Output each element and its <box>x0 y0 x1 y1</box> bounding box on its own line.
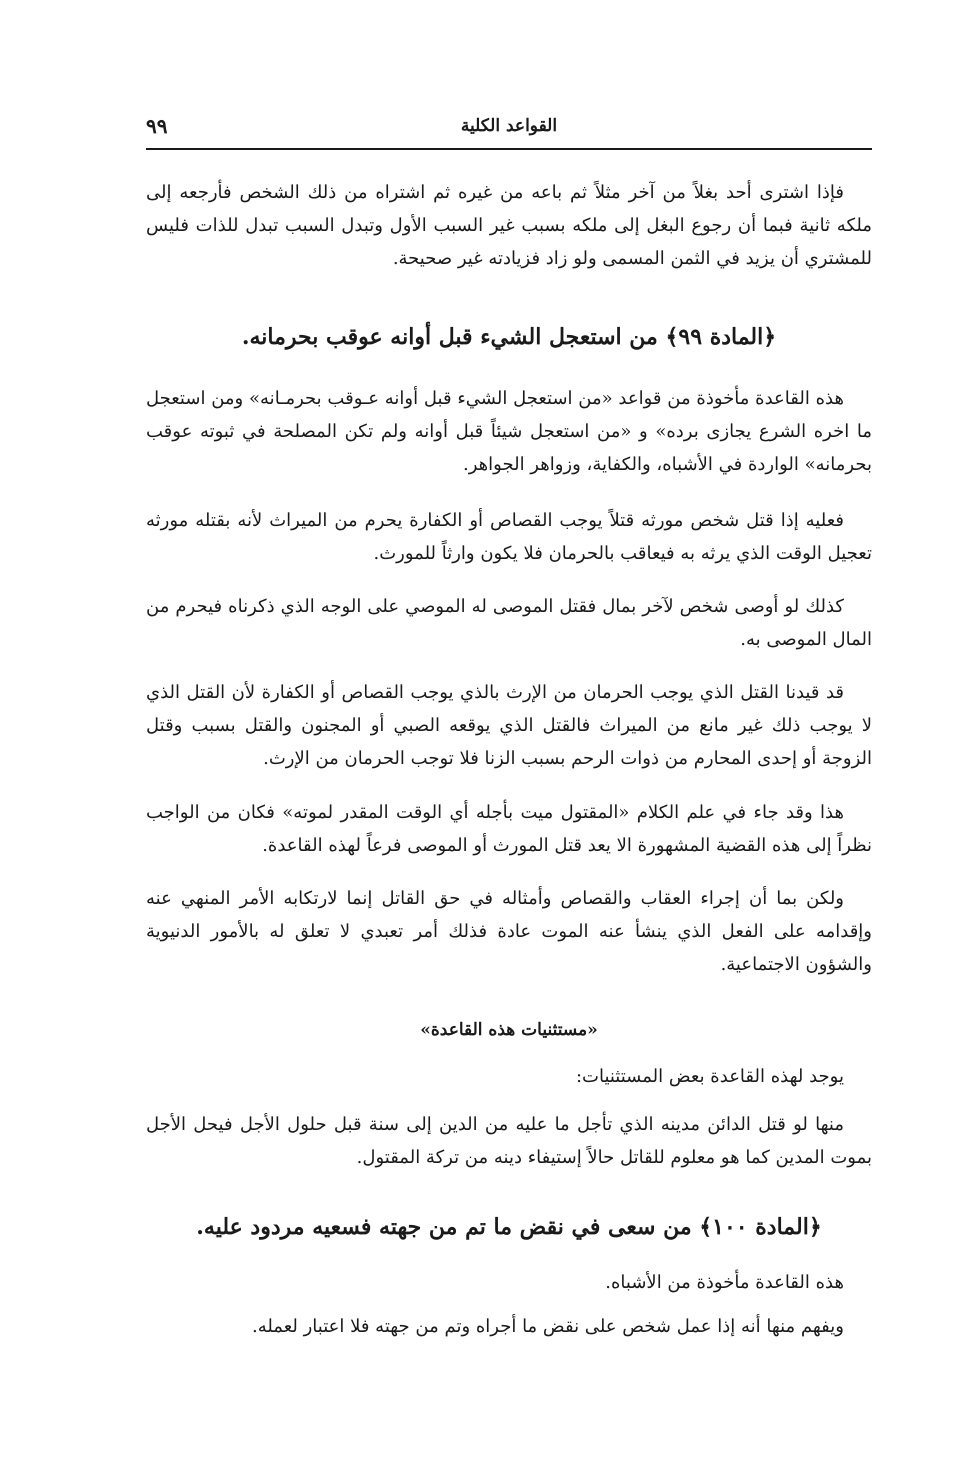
paragraph-5 <box>146 676 872 775</box>
paragraph-9 <box>146 1108 872 1174</box>
paragraph-1 <box>146 176 872 275</box>
paragraph-7 <box>146 882 872 981</box>
paragraph-text: فعليه إذا قتل شخص مورثه قتلاً يوجب القصاص أو الكفارة يحرم من الميراث لأنه بقتله مورثه تعجيل الوقت الذي يرثه به فيعاقب بالحرمان فلا يكون وارثاً للمورث. <box>146 510 872 564</box>
paragraph-text: فإذا اشترى أحد بغلاً من آخر مثلاً ثم باعه من غيره ثم اشتراه من ذلك الشخص فأرجعه إلى ملكه ثانية فبما أن رجوع البغل إلى ملكه بسبب غير السبب الأول وتبدل السبب تبدل للذات فليس للمشتري أن يزيد في الثمن المسمى ولو زاد فزيادته غير صحيحة. <box>146 182 872 269</box>
paragraph-10 <box>146 1266 872 1299</box>
running-title: القواعد الكلية <box>460 116 558 136</box>
paragraph-11 <box>146 1310 872 1343</box>
article-100-heading: ﴿المادة ١٠٠﴾ من سعى في نقض ما تم من جهته فسعيه مردود عليه. <box>196 1214 822 1240</box>
paragraph-text: ولكن بما أن إجراء العقاب والقصاص وأمثاله في حق القاتل إنما لارتكابه الأمر المنهي عنه وإقدامه على الفعل الذي ينشأ عنه الموت عادة فذلك أمر تعبدي لا تعلق له بالأمور الدنيوية والشؤون الاجتماعية. <box>146 888 872 975</box>
paragraph-3 <box>146 504 872 570</box>
paragraph-text: يوجد لهذه القاعدة بعض المستثنيات: <box>575 1066 844 1087</box>
paragraph-text: منها لو قتل الدائن مدينه الذي تأجل ما عليه من الدين إلى سنة قبل حلول الأجل فيحل الأجل بموت المدين كما هو معلوم للقاتل حالاً إستيفاء دينه من تركة المقتول. <box>146 1114 872 1168</box>
paragraph-4 <box>146 590 872 656</box>
paragraph-text: هذا وقد جاء في علم الكلام «المقتول ميت بأجله أي الوقت المقدر لموته» فكان من الواجب نظراً إلى هذه القضية المشهورة الا يعد قتل المورث أو الموصى فرعاً لهذه القاعدة. <box>146 802 872 856</box>
paragraph-6 <box>146 796 872 862</box>
paragraph-text: هذه القاعدة مأخوذة من قواعد «من استعجل الشيء قبل أوانه عـوقب بحرمـانه» ومن استعجل ما اخره الشرع يجازى برده» و «من استعجل شيئاً قبل أوانه ولم تكن المصلحة في ثبوته عوقب بحرمانه» الواردة في الأشباه، والكفاية، وزواهر الجواهر. <box>146 388 872 475</box>
paragraph-text: كذلك لو أوصى شخص لآخر بمال فقتل الموصى له الموصي على الوجه الذي ذكرناه فيحرم من المال الموصى به. <box>146 596 872 650</box>
paragraph-text: قد قيدنا القتل الذي يوجب الحرمان من الإرث بالذي يوجب القصاص أو الكفارة لأن القتل الذي لا يوجب ذلك غير مانع من الميراث فالقتل الذي يوقعه الصبي أو المجنون والقتل بسبب وقتل الزوجة أو إحدى المحارم من ذوات الرحم بسبب الزنا فلا توجب الحرمان من الإرث. <box>146 682 872 769</box>
page-header <box>146 112 872 150</box>
paragraph-text: هذه القاعدة مأخوذة من الأشباه. <box>605 1272 844 1293</box>
paragraph-text: ويفهم منها أنه إذا عمل شخص على نقض ما أجراه وتم من جهته فلا اعتبار لعمله. <box>251 1316 844 1337</box>
exceptions-heading: «مستثنيات هذه القاعدة» <box>420 1020 598 1040</box>
paragraph-2 <box>146 382 872 481</box>
paragraph-8 <box>146 1060 872 1093</box>
article-99-heading: ﴿المادة ٩٩﴾ من استعجل الشيء قبل أوانه عوقب بحرمانه. <box>241 324 777 350</box>
page-number: ٩٩ <box>146 114 168 138</box>
